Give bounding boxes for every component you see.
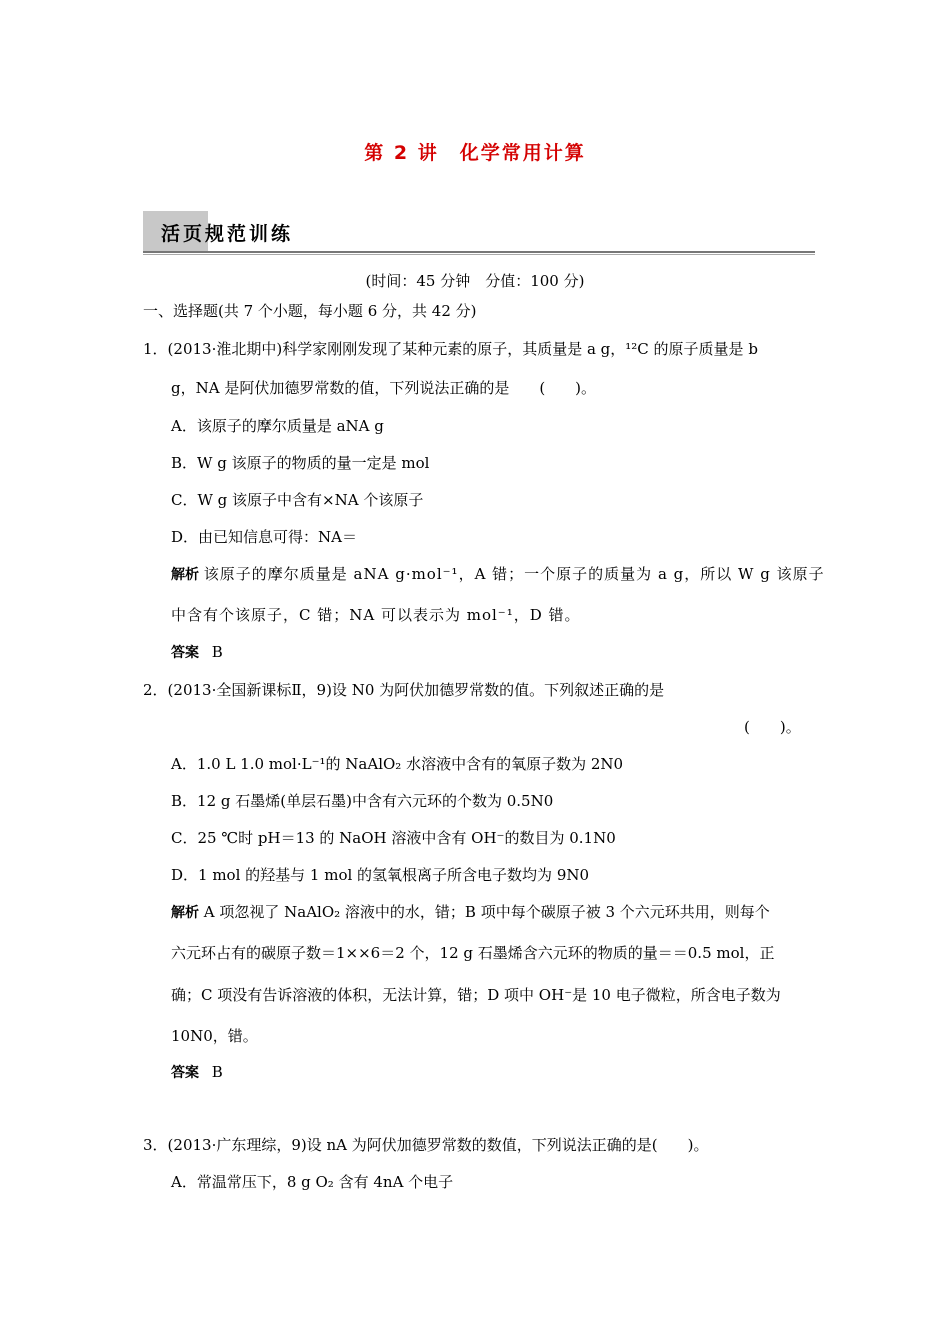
q2-answer-value: B xyxy=(211,1063,223,1081)
q1-answer-label: 答案 xyxy=(171,645,199,661)
q2-option-d: D．1 mol 的羟基与 1 mol 的氢氧根离子所含电子数均为 9N0 xyxy=(171,866,590,884)
q1-stem-line1: 1．(2013·淮北期中)科学家刚刚发现了某种元素的原子，其质量是 a g，¹²C 的原子质量是 b xyxy=(143,340,758,358)
q1-option-b: B．W g 该原子的物质的量一定是 mol xyxy=(171,454,430,472)
q2-analysis-line2: 六元环占有的碳原子数＝1××6＝2 个，12 g 石墨烯含六元环的物质的量＝＝0.5 mol，正 xyxy=(171,944,775,962)
q2-analysis-line3: 确；C 项没有告诉溶液的体积，无法计算，错；D 项中 OH⁻是 10 电子微粒，所含电子数为 xyxy=(171,986,781,1004)
q1-option-c: C．W g 该原子中含有×NA 个该原子 xyxy=(171,491,424,509)
q3-stem-line1: 3．(2013·广东理综，9)设 nA 为阿伏加德罗常数的数值，下列说法正确的是( )。 xyxy=(143,1136,709,1154)
q2-stem-line1: 2．(2013·全国新课标Ⅱ，9)设 N0 为阿伏加德罗常数的值。下列叙述正确的是 xyxy=(143,681,665,699)
part1-heading: 一、选择题(共 7 个小题，每小题 6 分，共 42 分) xyxy=(143,302,477,320)
section-divider-thin xyxy=(143,254,815,255)
page-title: 第 2 讲 化学常用计算 xyxy=(364,142,586,164)
q1-answer xyxy=(171,642,223,662)
q2-option-c: C．25 ℃时 pH＝13 的 NaOH 溶液中含有 OH⁻的数目为 0.1N0 xyxy=(171,829,616,847)
q2-analysis-label: 解析 xyxy=(171,905,199,921)
q1-answer-value: B xyxy=(211,643,223,661)
section-divider xyxy=(143,251,815,253)
section-header-label: 活页规范训练 xyxy=(161,223,294,245)
q2-answer-label: 答案 xyxy=(171,1065,199,1081)
q2-analysis-line1 xyxy=(171,901,770,922)
q2-analysis-line4: 10N0，错。 xyxy=(171,1027,258,1045)
q2-option-a: A．1.0 L 1.0 mol·L⁻¹的 NaAlO₂ 水溶液中含有的氧原子数为 2N0 xyxy=(171,755,624,773)
q1-analysis-line1 xyxy=(171,563,825,584)
time-info: (时间：45 分钟 分值：100 分) xyxy=(365,272,585,290)
q2-analysis-text1: A 项忽视了 NaAlO₂ 溶液中的水，错；B 项中每个碳原子被 3 个六元环共用，则每个 xyxy=(203,903,770,921)
q2-answer xyxy=(171,1062,223,1082)
q1-stem-line2: g，NA 是阿伏加德罗常数的值，下列说法正确的是 ( )。 xyxy=(171,379,597,397)
q3-option-a: A．常温常压下，8 g O₂ 含有 4nA 个电子 xyxy=(171,1173,454,1191)
q1-analysis-line2: 中含有个该原子，C 错；NA 可以表示为 mol⁻¹，D 错。 xyxy=(171,606,581,624)
section-header xyxy=(143,211,815,255)
q1-analysis-text1: 该原子的摩尔质量是 aNA g·mol⁻¹，A 错；一个原子的质量为 a g，所以 W g 该原子 xyxy=(203,565,825,583)
q1-option-d: D．由已知信息可得：NA＝ xyxy=(171,528,357,546)
q1-analysis-label: 解析 xyxy=(171,567,199,583)
q1-option-a: A．该原子的摩尔质量是 aNA g xyxy=(171,417,384,435)
q2-stem-line2: ( )。 xyxy=(744,718,801,736)
q2-option-b: B．12 g 石墨烯(单层石墨)中含有六元环的个数为 0.5N0 xyxy=(171,792,554,810)
